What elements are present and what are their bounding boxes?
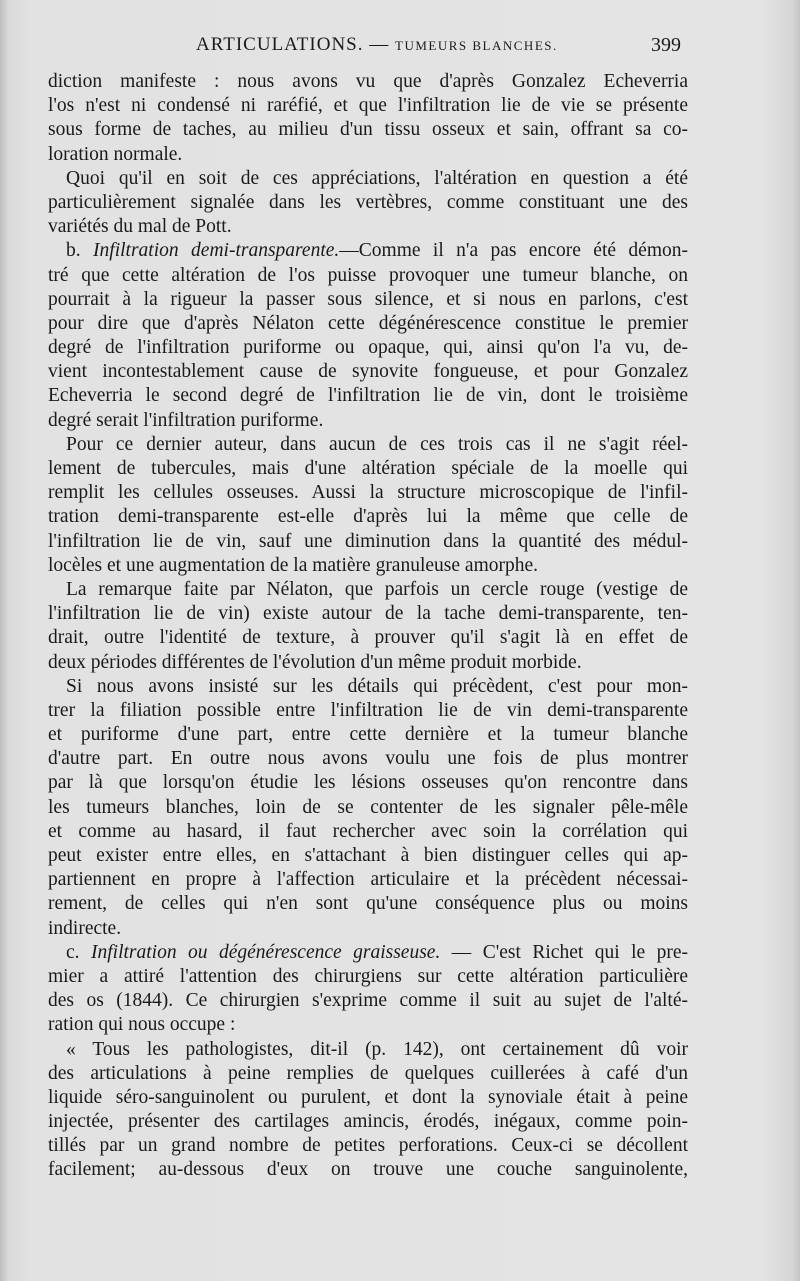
text-line: l'os n'est ni condensé ni raréfié, et que l'infiltration lie de vie se présente <box>48 95 688 117</box>
text-line: particulièrement signalée dans les vertèbres, comme constituant une des <box>48 191 688 213</box>
text-line: trer la filiation possible entre l'infiltration lie de vin demi-transparente <box>48 699 688 721</box>
text-line: des os (1844). Ce chirurgien s'exprime comme il suit au sujet de l'alté- <box>48 990 688 1012</box>
text-line: diction manifeste : nous avons vu que d'après Gonzalez Echeverria <box>48 71 688 92</box>
text-line: pourrait à la rigueur la passer sous silence, et si nous en parlons, c'est <box>48 288 688 310</box>
text-line: et comme au hasard, il faut rechercher avec soin la corrélation qui <box>48 820 688 842</box>
section-heading-line <box>48 941 688 965</box>
text-line: et puriforme d'une part, entre cette dernière et la tumeur blanche <box>48 724 688 746</box>
section-text: — C'est Richet qui le pre- <box>451 941 688 963</box>
text-line: tré que cette altération de l'os puisse provoquer une tumeur blanche, on <box>48 264 688 286</box>
text-line: partiennent en propre à l'affection articulaire et la précèdent nécessai- <box>48 869 688 891</box>
body-text <box>48 70 688 1183</box>
quote-line: facilement; au-dessous d'eux on trouve une couche sanguinolente, <box>48 1159 688 1181</box>
quote-line: tillés par un grand nombre de petites perforations. Ceux-ci se décollent <box>48 1135 688 1157</box>
text-line: ration qui nous occupe : <box>48 1014 236 1036</box>
quote-line: injectée, présenter des cartilages amincis, érodés, inégaux, comme poin- <box>48 1111 688 1133</box>
text-line: degré serait l'infiltration puriforme. <box>48 409 324 431</box>
running-title-dash: — <box>369 34 390 55</box>
quote-line: « Tous les pathologistes, dit-il (p. 142), ont certainement dû voir <box>66 1038 688 1060</box>
text-line: Quoi qu'il en soit de ces appréciations, l'altération en question a été <box>66 167 688 189</box>
text-line: rement, de celles qui n'en sont qu'une conséquence plus ou moins <box>48 893 688 915</box>
text-line: variétés du mal de Pott. <box>48 216 232 238</box>
section-letter: c. <box>66 941 80 963</box>
text-line: tration demi-transparente est-elle d'après lui la même que celle de <box>48 506 688 528</box>
text-line: l'infiltration lie de vin, sauf une diminution dans la quantité des médul- <box>48 530 688 552</box>
text-line: les tumeurs blanches, loin de se contenter de les signaler pêle-mêle <box>48 796 688 818</box>
running-header <box>0 34 800 64</box>
running-title <box>196 34 558 56</box>
text-line: pour dire que d'après Nélaton cette dégénérescence constitue le premier <box>48 312 688 334</box>
text-line: vient incontestablement cause de synovite fongueuse, et pour Gonzalez <box>48 361 688 383</box>
text-line: La remarque faite par Nélaton, que parfois un cercle rouge (vestige de <box>66 578 688 600</box>
section-title: Infiltration ou dégénérescence graisseuse. <box>90 941 441 963</box>
running-title-main: ARTICULATIONS. <box>196 34 364 55</box>
section-letter: b. <box>66 240 81 262</box>
section-heading-line <box>48 239 688 263</box>
text-line: loration normale. <box>48 143 183 165</box>
text-line: d'autre part. En outre nous avons voulu une fois de plus montrer <box>48 748 688 770</box>
text-line: locèles et une augmentation de la matière granuleuse amorphe. <box>48 554 539 576</box>
page-number: 399 <box>651 34 681 56</box>
text-line: indirecte. <box>48 917 122 939</box>
text-line: sous forme de taches, au milieu d'un tissu osseux et sain, offrant sa co- <box>48 119 688 141</box>
text-line: mier a attiré l'attention des chirurgiens sur cette altération particulière <box>48 965 688 987</box>
text-line: deux périodes différentes de l'évolution d'un même produit morbide. <box>48 651 582 673</box>
text-line: Echeverria le second degré de l'infiltration lie de vin, dont le troisième <box>48 385 688 407</box>
quote-line: liquide séro-sanguinolent ou purulent, et dont la synoviale était à peine <box>48 1086 688 1108</box>
quote-line: des articulations à peine remplies de quelques cuillerées à café d'un <box>48 1062 688 1084</box>
section-text: —Comme il n'a pas encore été démon- <box>339 240 688 262</box>
text-line: remplit les cellules osseuses. Aussi la structure microscopique de l'infil- <box>48 482 688 504</box>
running-title-sub: TUMEURS BLANCHES. <box>395 38 558 53</box>
text-line: l'infiltration lie de vin) existe autour de la tache demi-transparente, ten- <box>48 603 688 625</box>
text-line: Pour ce dernier auteur, dans aucun de ces trois cas il ne s'agit réel- <box>66 433 688 455</box>
section-title: Infiltration demi-transparente. <box>93 240 340 262</box>
text-line: par là que lorsqu'on étudie les lésions osseuses qu'on rencontre dans <box>48 772 688 794</box>
text-line: lement de tubercules, mais d'une altération spéciale de la moelle qui <box>48 458 688 479</box>
text-line: drait, outre l'identité de texture, à prouver qu'il s'agit là en effet de <box>48 627 688 649</box>
text-line: Si nous avons insisté sur les détails qui précèdent, c'est pour mon- <box>66 675 688 697</box>
text-line: degré de l'infiltration puriforme ou opaque, qui, ainsi qu'on l'a vu, de- <box>48 337 688 359</box>
text-line: peut exister entre elles, en s'attachant à bien distinguer celles qui ap- <box>48 845 688 866</box>
